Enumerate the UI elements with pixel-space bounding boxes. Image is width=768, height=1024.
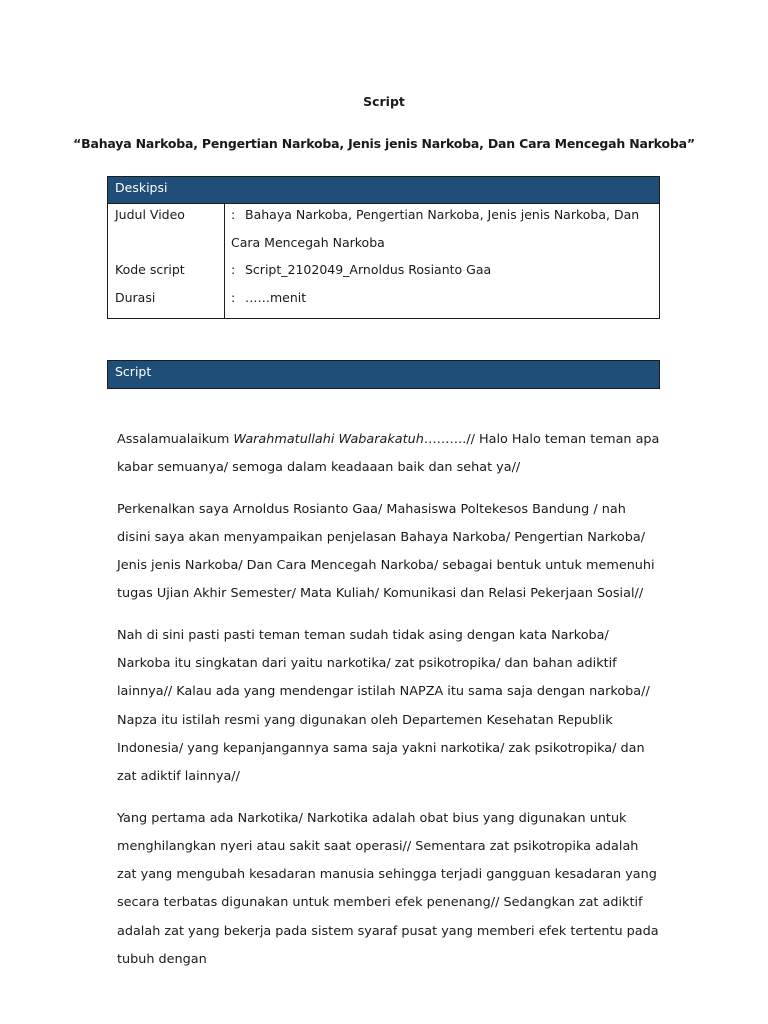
description-table-header: Deskipsi xyxy=(108,177,659,204)
paragraph-narkotika: Yang pertama ada Narkotika/ Narkotika adalah obat bius yang digunakan untuk menghilangkan nyeri atau sakit saat operasi// Sementara zat psikotropika adalah zat yang mengubah kesadaran manusia sehingga terjadi gangguan kesadaran yang secara terbatas digunakan untuk memberi efek penenang// Sedangkan zat adiktif adalah zat yang bekerja pada sistem syaraf pusat yang memberi efek tertentu pada tubuh dengan xyxy=(117,810,659,968)
value-judul-video-line1: Bahaya Narkoba, Pengertian Narkoba, Jenis jenis Narkoba, Dan xyxy=(245,207,640,222)
script-table xyxy=(107,360,660,389)
value-durasi xyxy=(231,284,651,312)
script-body xyxy=(117,426,662,987)
colon: : xyxy=(231,207,236,222)
document-subtitle: “Bahaya Narkoba, Pengertian Narkoba, Jenis jenis Narkoba, Dan Cara Mencegah Narkoba” xyxy=(73,136,695,151)
column-divider xyxy=(224,204,225,318)
label-kode-script: Kode script xyxy=(115,262,185,277)
greeting-rest: ……….// Halo Halo teman teman apa kabar semuanya/ semoga dalam keadaaan baik dan sehat ya// xyxy=(117,432,660,476)
script-table-header: Script xyxy=(108,361,659,388)
value-judul-video-line2: Cara Mencegah Narkoba xyxy=(231,235,385,250)
greeting-italic: Warahmatullahi Wabarakatuh xyxy=(233,432,424,447)
description-table-body xyxy=(108,204,659,318)
paragraph-narkoba-definition: Nah di sini pasti pasti teman teman sudah tidak asing dengan kata Narkoba/ Narkoba itu singkatan dari yaitu narkotika/ zat psikotropika/ dan bahan adiktif lainnya// Kalau ada yang mendengar istilah NAPZA itu sama saja dengan narkoba// Napza itu istilah resmi yang digunakan oleh Departemen Kesehatan Republik Indonesia/ yang kepanjangannya sama saja yakni narkotika/ zak psikotropika/ dan zat adiktif lainnya// xyxy=(117,627,650,785)
colon: : xyxy=(231,290,236,305)
value-kode-script xyxy=(231,256,651,284)
greeting-prefix: Assalamualaikum xyxy=(117,432,234,447)
paragraph-greeting xyxy=(117,426,662,483)
value-kode-script-text: Script_2102049_Arnoldus Rosianto Gaa xyxy=(245,262,492,277)
label-durasi: Durasi xyxy=(115,290,156,305)
colon: : xyxy=(231,262,236,277)
label-judul-video: Judul Video xyxy=(115,207,185,222)
description-table xyxy=(107,176,660,319)
paragraph-introduction: Perkenalkan saya Arnoldus Rosianto Gaa/ Mahasiswa Poltekesos Bandung / nah disini saya akan menyampaikan penjelasan Bahaya Narkoba/ Pengertian Narkoba/ Jenis jenis Narkoba/ Dan Cara Mencegah Narkoba/ sebagai bentuk untuk memenuhi tugas Ujian Akhir Semester/ Mata Kuliah/ Komunikasi dan Relasi Pekerjaan Sosial// xyxy=(117,501,655,602)
value-judul-video xyxy=(231,201,651,257)
document-title: Script xyxy=(363,94,405,109)
value-durasi-text: ……menit xyxy=(245,290,307,305)
